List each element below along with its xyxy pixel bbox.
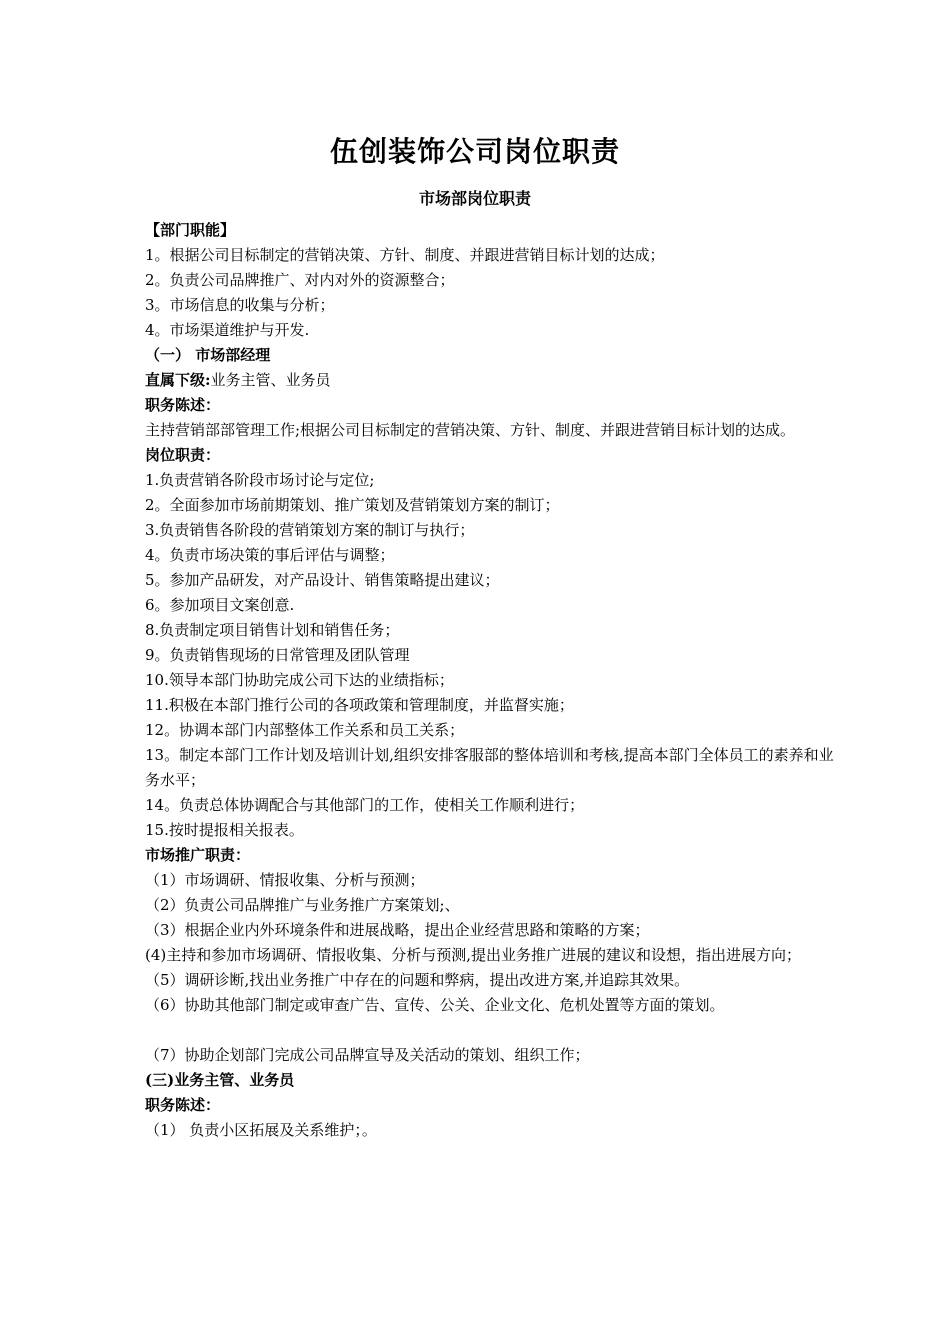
duty-item: 11.积极在本部门推行公司的各项政策和管理制度，并监督实施；	[145, 696, 574, 714]
duty-item: 6。参加项目文案创意.	[145, 596, 295, 614]
sales-desc-label: 职务陈述：	[145, 1096, 221, 1114]
duty-item: 13。制定本部门工作计划及培训计划,组织安排客服部的整体培训和考核,提高本部门全体员工的素养和业务水平；	[145, 746, 834, 789]
duty-item: 15.按时提报相关报表。	[145, 821, 304, 839]
duty-item: 2。全面参加市场前期策划、推广策划及营销策划方案的制订；	[145, 496, 560, 514]
duty-item: 1.负责营销各阶段市场讨论与定位;	[145, 471, 375, 489]
duty-item: 14。负责总体协调配合与其他部门的工作，使相关工作顺利进行；	[145, 796, 585, 814]
duty-item: 8.负责制定项目销售计划和销售任务；	[145, 621, 400, 639]
manager-desc-text: 主持营销部部管理工作;根据公司目标制定的营销决策、方针、制度、并跟进营销目标计划的达成。	[145, 421, 796, 439]
duty-item: 5。参加产品研发，对产品设计、销售策略提出建议；	[145, 571, 500, 589]
duty-item: 4。负责市场决策的事后评估与调整；	[145, 546, 395, 564]
duty-item: 10.领导本部门协助完成公司下达的业绩指标；	[145, 671, 454, 689]
dept-function-heading: 【部门职能】	[145, 221, 236, 239]
sales-heading: (三)业务主管、业务员	[145, 1071, 295, 1089]
promo-item: （6）协助其他部门制定或审查广告、宣传、公关、企业文化、危机处置等方面的策划。	[145, 996, 725, 1014]
document-title: 伍创装饰公司岗位职责	[329, 135, 620, 168]
dept-function-item: 3。市场信息的收集与分析；	[145, 296, 335, 314]
subordinates-value: 业务主管、业务员	[210, 371, 331, 389]
subordinates-label: 直属下级:	[145, 371, 211, 389]
promo-item: （7）协助企划部门完成公司品牌宣导及关活动的策划、组织工作；	[145, 1046, 590, 1064]
manager-heading: （一） 市场部经理	[145, 346, 271, 364]
dept-function-item: 1。根据公司目标制定的营销决策、方针、制度、并跟进营销目标计划的达成；	[145, 246, 665, 264]
promo-item: （2）负责公司品牌推广与业务推广方案策划;、	[145, 896, 460, 914]
manager-desc-label: 职务陈述：	[145, 396, 221, 414]
dept-function-item: 4。市场渠道维护与开发.	[145, 321, 310, 339]
promo-item: （5）调研诊断,找出业务推广中存在的问题和弊病，提出改进方案,并追踪其效果。	[145, 971, 690, 989]
manager-subordinates	[145, 368, 835, 393]
sales-item: （1） 负责小区拓展及关系维护；。	[145, 1121, 377, 1139]
dept-function-item: 2。负责公司品牌推广、对内对外的资源整合；	[145, 271, 455, 289]
promo-item: (4)主持和参加市场调研、情报收集、分析与预测,提出业务推广进展的建议和设想，指出进展方向；	[145, 946, 802, 964]
promo-item: （1）市场调研、情报收集、分析与预测；	[145, 871, 425, 889]
duty-item: 9。负责销售现场的日常管理及团队管理	[145, 646, 410, 664]
blank-line	[145, 1018, 835, 1043]
document-subtitle: 市场部岗位职责	[418, 189, 531, 208]
promo-item: （3）根据企业内外环境条件和进展战略，提出企业经营思路和策略的方案；	[145, 921, 650, 939]
promo-label: 市场推广职责：	[145, 846, 251, 864]
manager-duties-label: 岗位职责：	[145, 446, 221, 464]
duty-item: 12。协调本部门内部整体工作关系和员工关系；	[145, 721, 465, 739]
document-body	[145, 218, 835, 1143]
duty-item: 3.负责销售各阶段的营销策划方案的制订与执行；	[145, 521, 475, 539]
